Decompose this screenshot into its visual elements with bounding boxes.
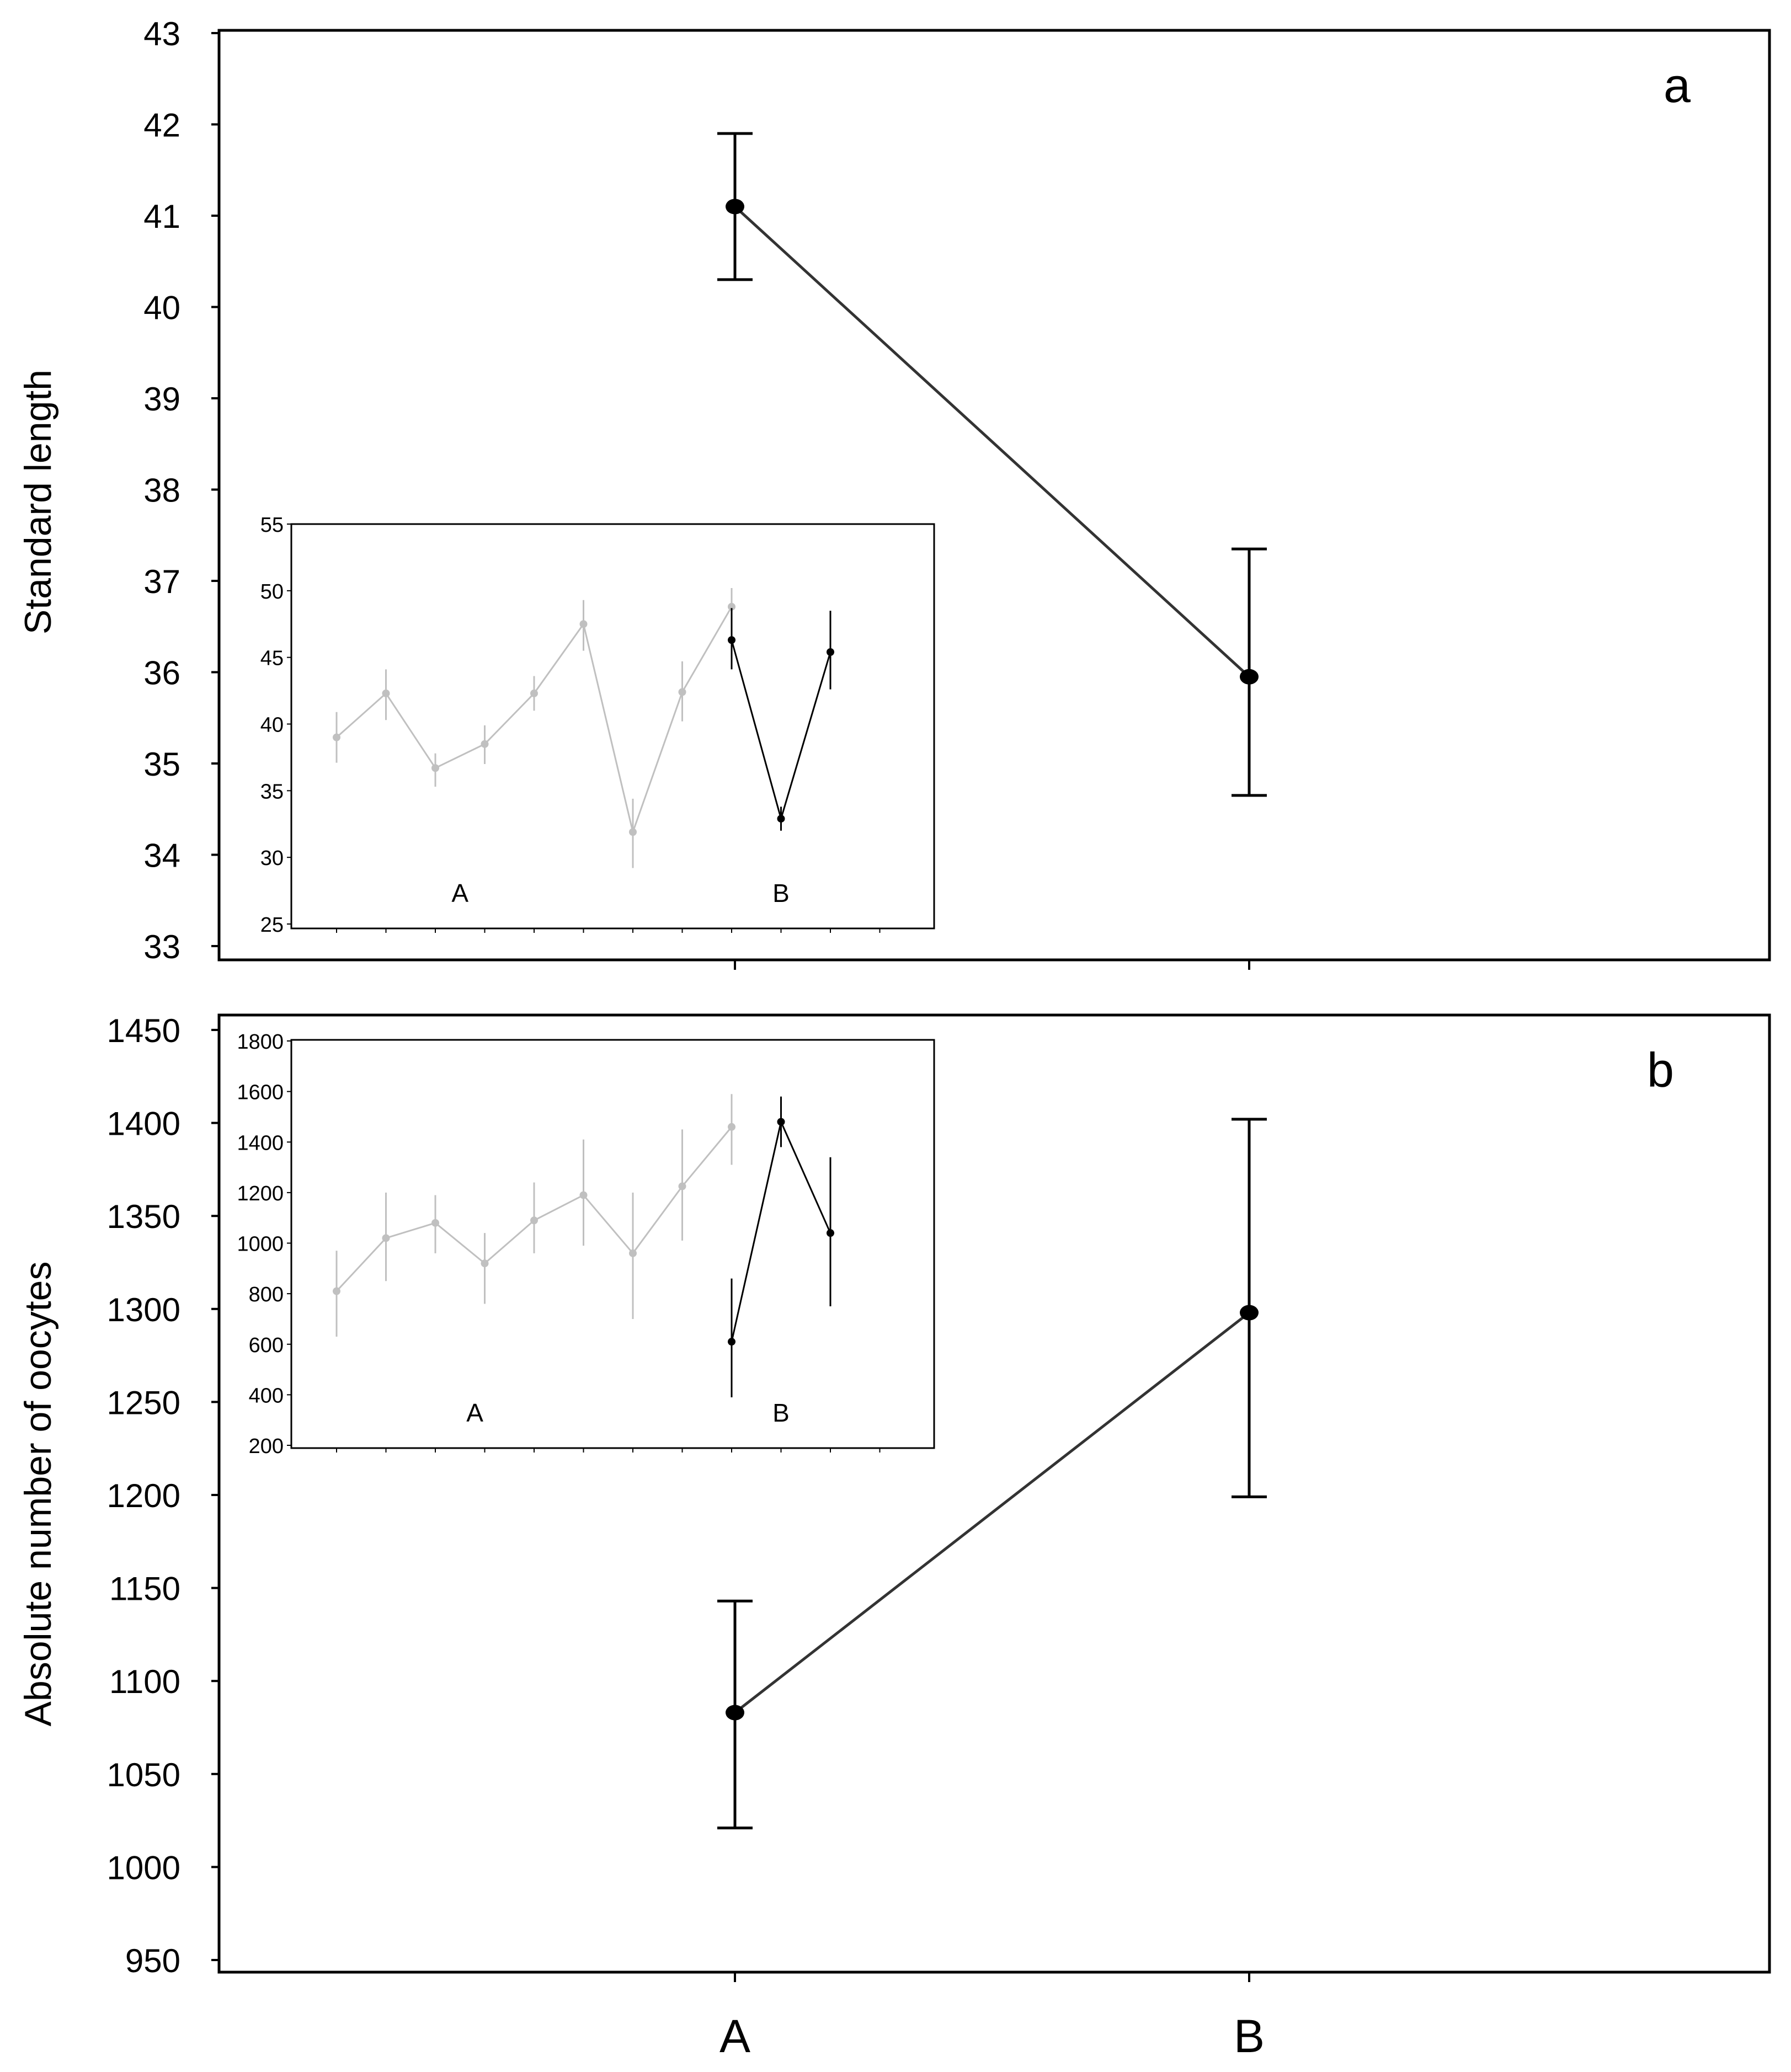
panel-a-ytick-label: 39 — [143, 381, 180, 418]
panel-a-inset-ytick-label: 30 — [260, 847, 284, 871]
panel-b-inset-frame — [291, 1040, 934, 1448]
panel-a-inset-point — [629, 828, 637, 836]
panel-b-inset — [237, 1030, 934, 1458]
panel-b-ytick-label: 950 — [125, 1942, 180, 1979]
panel-b-inset-ytick-label: 1000 — [237, 1232, 284, 1256]
panel-b-inset-point — [629, 1249, 637, 1257]
panel-b-ytick-label: 1400 — [106, 1105, 180, 1142]
panel-b-inset-point — [827, 1229, 834, 1237]
panel-a-ytick-label: 36 — [143, 654, 180, 692]
panel-b-inset-ytick-label: 200 — [248, 1435, 284, 1458]
panel-a-inset-group-label: B — [772, 879, 790, 907]
panel-a-point — [1240, 669, 1259, 685]
panel-a-inset — [260, 514, 934, 937]
panel-b-ylabel: Absolute number of oocytes — [17, 1261, 59, 1727]
panel-a-ytick-label: 40 — [143, 289, 180, 327]
panel-a-inset-ytick-label: 55 — [260, 514, 284, 537]
x-category-label: A — [719, 2010, 751, 2062]
panel-a-letter: a — [1664, 58, 1691, 113]
panel-b-inset-group-label: B — [772, 1398, 790, 1427]
panel-a-inset-point — [580, 620, 588, 628]
panel-b-ytick-label: 1100 — [109, 1663, 180, 1701]
panel-b-inset-ytick-label: 1200 — [237, 1182, 284, 1205]
panel-b-inset-ytick-label: 1800 — [237, 1030, 284, 1054]
panel-a-inset-ytick-label: 25 — [260, 914, 284, 937]
panel-a-inset-ytick-label: 40 — [260, 713, 284, 737]
panel-a-inset-point — [827, 648, 834, 656]
panel-a-ytick-label: 43 — [143, 15, 180, 52]
panel-b-inset-point — [580, 1191, 588, 1199]
panel-b-ytick-label: 1450 — [106, 1012, 180, 1049]
panel-a-inset-point — [679, 688, 686, 696]
panel-b-point — [1240, 1305, 1259, 1321]
panel-a-inset-point — [431, 764, 439, 772]
panel-a-ytick-label: 34 — [143, 837, 180, 874]
panel-a-ytick-label: 37 — [143, 563, 180, 600]
panel-b-inset-point — [333, 1288, 340, 1295]
panel-b-ytick-label: 1350 — [106, 1198, 180, 1236]
panel-b-inset-point — [431, 1219, 439, 1227]
panel-a-ytick-label: 38 — [143, 472, 180, 509]
panel-b — [17, 1012, 1769, 1982]
panel-b-inset-point — [382, 1234, 390, 1242]
panel-b-ytick-label: 1150 — [109, 1570, 180, 1608]
panel-b-inset-ytick-label: 1400 — [237, 1131, 284, 1155]
panel-a-inset-point — [481, 740, 489, 748]
panel-a-inset-yticks — [260, 514, 291, 937]
panel-a-inset-point — [333, 734, 340, 741]
panel-a-ytick-label: 41 — [143, 198, 180, 235]
panel-a-ylabel: Standard length — [17, 369, 59, 635]
panel-a-ytick-label: 33 — [143, 928, 180, 965]
panel-a-ytick-label: 42 — [143, 106, 180, 144]
panel-a-inset-group-label: A — [451, 879, 469, 907]
panel-b-inset-yticks — [237, 1030, 291, 1458]
panel-a — [17, 15, 1769, 970]
panel-b-ytick-label: 1300 — [106, 1291, 180, 1328]
x-category-label: B — [1233, 2010, 1265, 2062]
panel-a-ytick-label: 35 — [143, 746, 180, 783]
panel-b-inset-point — [728, 1123, 735, 1131]
panel-b-inset-ytick-label: 1600 — [237, 1081, 284, 1104]
panel-b-inset-ytick-label: 800 — [248, 1283, 284, 1307]
panel-a-inset-point — [728, 636, 735, 644]
x-category-labels — [719, 2010, 1265, 2062]
panel-b-inset-ytick-label: 400 — [248, 1384, 284, 1408]
panel-b-point — [726, 1705, 744, 1721]
panel-b-ytick-label: 1050 — [106, 1756, 180, 1793]
panel-a-inset-point — [530, 690, 538, 697]
panel-b-ytick-label: 1250 — [106, 1384, 180, 1422]
panel-b-inset-point — [728, 1338, 735, 1345]
panel-a-inset-ytick-label: 45 — [260, 647, 284, 670]
panel-b-inset-group-label: A — [466, 1398, 483, 1427]
panel-b-inset-point — [679, 1182, 686, 1190]
panel-a-point — [726, 199, 744, 214]
panel-a-inset-ytick-label: 35 — [260, 780, 284, 804]
panel-a-inset-point — [382, 690, 390, 697]
panel-a-inset-point — [777, 815, 785, 823]
panel-b-inset-point — [530, 1216, 538, 1224]
panel-b-letter: b — [1647, 1043, 1674, 1097]
panel-b-inset-point — [481, 1259, 489, 1267]
panel-b-ytick-label: 1000 — [106, 1849, 180, 1887]
panel-b-inset-point — [777, 1118, 785, 1126]
panel-b-ytick-label: 1200 — [106, 1477, 180, 1514]
panel-a-inset-frame — [291, 524, 934, 928]
panel-a-inset-ytick-label: 50 — [260, 580, 284, 604]
panel-b-inset-ytick-label: 600 — [248, 1333, 284, 1357]
